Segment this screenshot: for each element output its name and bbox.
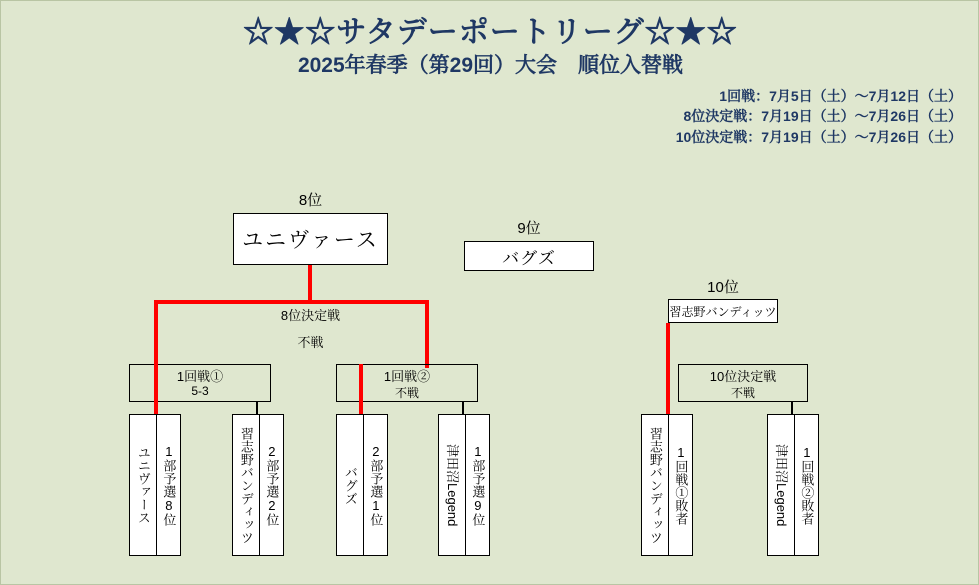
seed-text: 1回戦②敗者 xyxy=(794,415,818,555)
rank10-final-note: 不戦 xyxy=(730,386,755,400)
rank8-match2-note: 不戦 xyxy=(394,386,419,400)
rank10-team-right xyxy=(767,414,819,556)
team-name: 津田沼Legend xyxy=(773,443,789,527)
seed-text: 1部予選9位 xyxy=(465,415,489,555)
rank10-winner-line xyxy=(666,323,670,416)
rank8-match2-team-left xyxy=(336,414,388,556)
rank8-label: 8位 xyxy=(298,192,323,209)
seed-text: 2部予選1位 xyxy=(363,415,387,555)
team-name: 津田沼Legend xyxy=(444,443,460,527)
rank10-team-left xyxy=(641,414,693,556)
rank8-match1-team-right xyxy=(232,414,284,556)
team-name: ユニヴァース xyxy=(135,446,151,524)
rank10-winner-box: 習志野バンディッツ xyxy=(668,299,778,323)
rank8-final-stem xyxy=(308,265,312,303)
rank8-match1-score: 5-3 xyxy=(191,384,209,398)
team-name: バグズ xyxy=(342,465,358,505)
page-title: ☆★☆サタデーポートリーグ☆★☆ xyxy=(243,16,738,49)
schedule-line-round1: 1回戦：7月5日（土）〜7月12日（土） xyxy=(719,88,962,104)
seed-text: 1部予選8位 xyxy=(156,415,180,555)
rank8-final-crossbar xyxy=(154,300,429,304)
rank8-match1-label: 1回戦① xyxy=(176,369,224,384)
schedule-dates xyxy=(676,86,962,147)
rank9-team-box: バグズ xyxy=(464,241,594,271)
rank10-final-label: 10位決定戦 xyxy=(709,369,777,384)
page-subtitle: 2025年春季（第29回）大会 順位入替戦 xyxy=(297,54,684,77)
seed-text: 2部予選2位 xyxy=(259,415,283,555)
schedule-line-rank10: 10位決定戦：7月19日（土）〜7月26日（土） xyxy=(675,128,962,145)
seed-text: 1回戦①敗者 xyxy=(668,415,692,555)
rank8-match1-winner-line xyxy=(154,364,158,416)
schedule-line-rank8: 8位決定戦：7月19日（土）〜7月26日（土） xyxy=(683,108,962,125)
team-name: 習志野バンディッツ xyxy=(647,426,663,544)
rank8-match1-team-left xyxy=(129,414,181,556)
rank8-left-drop xyxy=(154,300,158,368)
rank8-final-note: 不戦 xyxy=(297,335,324,350)
rank10-label: 10位 xyxy=(707,279,739,296)
rank8-final-label: 8位決定戦 xyxy=(280,308,341,323)
rank8-right-drop xyxy=(425,300,429,368)
team-name: 習志野バンディッツ xyxy=(238,426,254,544)
rank8-match2-team-right xyxy=(438,414,490,556)
rank8-match2-winner-line xyxy=(359,364,363,416)
rank9-label: 9位 xyxy=(517,220,541,237)
rank8-winner-box: ユニヴァース xyxy=(233,213,388,265)
rank8-match2-label: 1回戦② xyxy=(383,369,431,384)
